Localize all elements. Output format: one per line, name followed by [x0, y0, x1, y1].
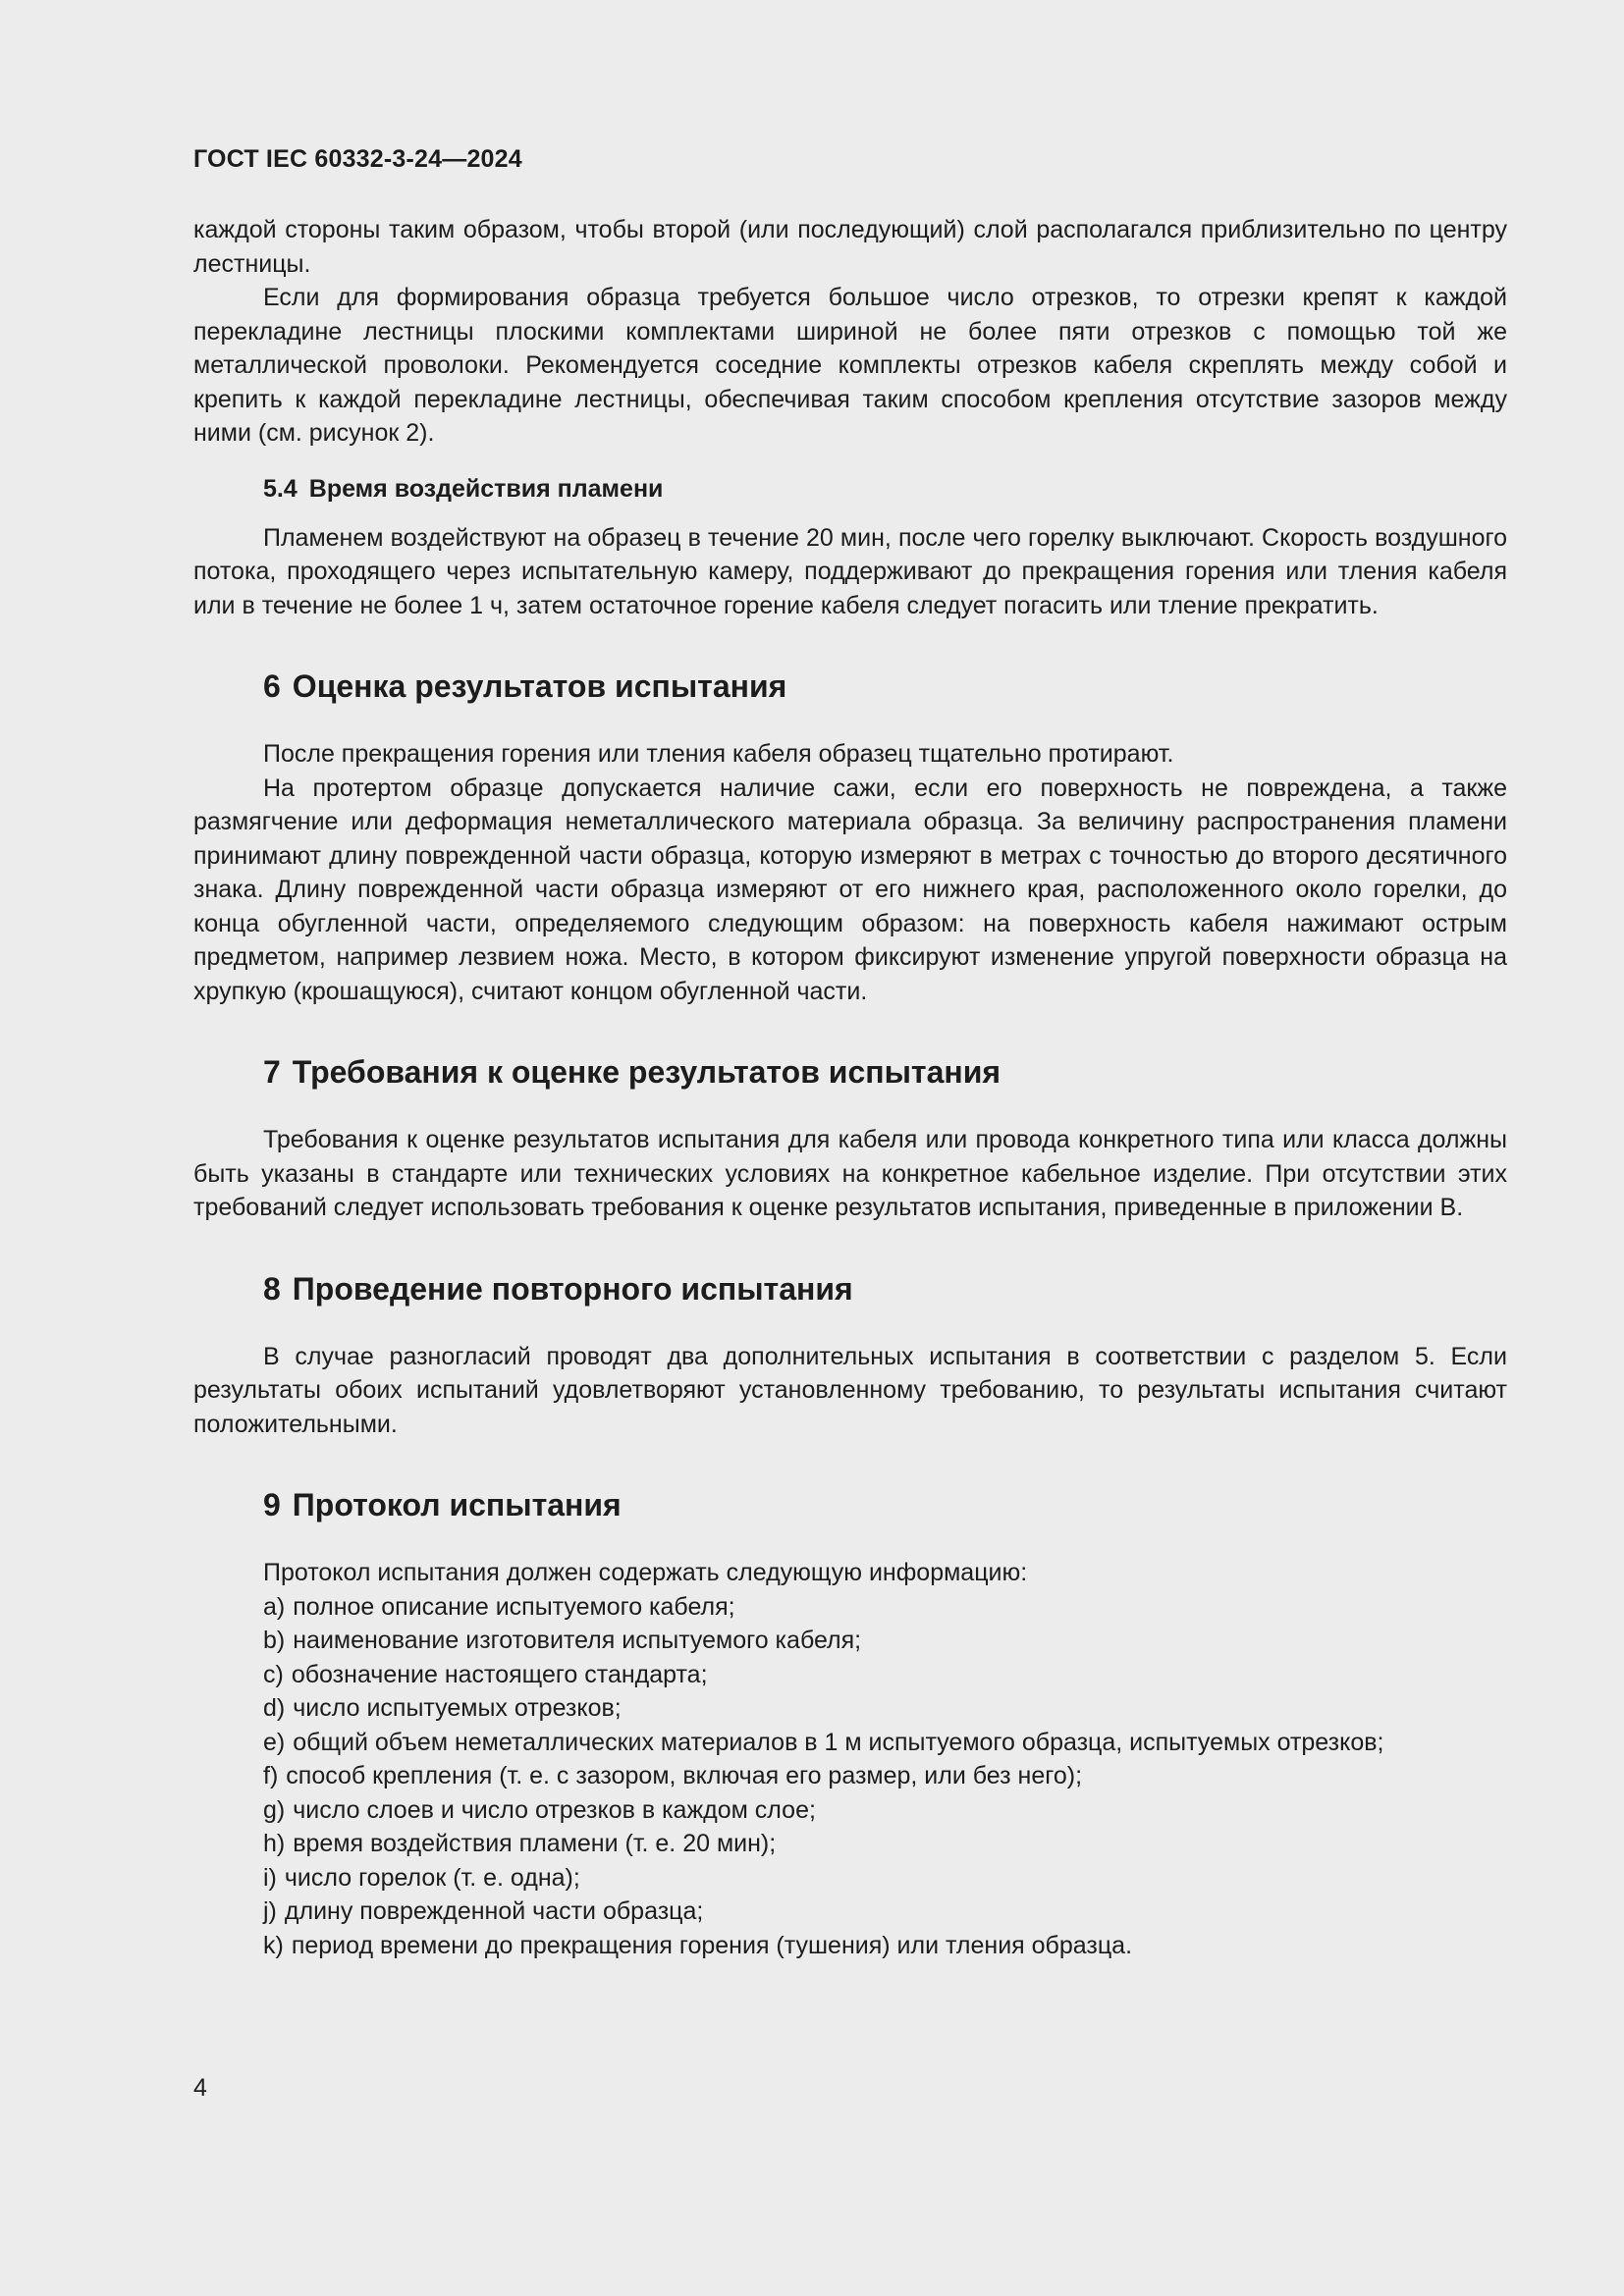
subsection-title: Время воздействия пламени: [308, 474, 664, 503]
section-number: 8: [263, 1270, 281, 1307]
section-title: Проведение повторного испытания: [292, 1270, 853, 1307]
list-item-letter: f): [263, 1762, 279, 1789]
list-item-text: наименование изготовителя испытуемого кабеля;: [293, 1627, 862, 1654]
list-item-text: время воздействия пламени (т. е. 20 мин);: [293, 1830, 777, 1857]
list-item-text: длину поврежденной части образца;: [284, 1897, 704, 1925]
paragraph: каждой стороны таким образом, чтобы второй (или последующий) слой располагался приблизительно по центру лестницы.: [193, 216, 1507, 278]
section-title: Оценка результатов испытания: [292, 668, 787, 704]
list-item-text: число слоев и число отрезков в каждом слое;: [293, 1795, 816, 1824]
section-number: 6: [263, 668, 281, 704]
list-item: [263, 1861, 1507, 1896]
protocol-list: [193, 1590, 1507, 1963]
list-item: [263, 1590, 1507, 1625]
paragraph: После прекращения горения или тления кабеля образец тщательно протирают.: [263, 740, 1174, 768]
section-heading-7: [263, 1052, 1507, 1092]
list-item: [263, 1658, 1507, 1692]
paragraph: Если для формирования образца требуется большое число отрезков, то отрезки крепят к каждой перекладине лестницы плоскими комплектами шириной не более пяти отрезков с помощью той же металлической проволоки. Рекомендуется соседние комплекты отрезков кабеля скреплять между собой и крепить к каждой перекладине лестницы, обеспечивая таким способом крепления отсутствие зазоров между ними (см. рисунок 2).: [193, 284, 1507, 447]
paragraph: Пламенем воздействуют на образец в течение 20 мин, после чего горелку выключают. Скорость воздушного потока, проходящего через испытательную камеру, поддерживают до прекращения горения или тления кабеля или в течение не более 1 ч, затем остаточное горение кабеля следует погасить или тление прекратить.: [193, 523, 1507, 619]
list-item-text: число горелок (т. е. одна);: [284, 1863, 580, 1892]
list-item: [263, 1624, 1507, 1658]
list-item: [263, 1759, 1507, 1793]
subsection-heading-5-4: [263, 472, 1507, 506]
paragraph: Требования к оценке результатов испытания для кабеля или провода конкретного типа или класса должны быть указаны в стандарте или технических условиях на конкретное кабельное изделие. При отсутствии этих требований следует использовать требования к оценке результатов испытания, приведенные в приложении В.: [193, 1126, 1507, 1221]
paragraph: На протертом образце допускается наличие сажи, если его поверхность не повреждена, а также размягчение или деформация неметаллического материала образца. За величину распространения пламени принимают длину поврежденной части образца, которую измеряют в метрах с точностью до второго десятичного знака. Длину поврежденной части образца измеряют от его нижнего края, расположенного около горелки, до конца обугленной части, определяемого следующим образом: на поверхность кабеля нажимают острым предметом, например лезвием ножа. Место, в котором фиксируют изменение упругой поверхности образца на хрупкую (крошащуюся), считают концом обугленной части.: [193, 774, 1507, 1005]
list-item-letter: i): [263, 1863, 277, 1892]
list-item-letter: h): [263, 1830, 286, 1857]
list-item: [263, 1929, 1507, 1963]
list-item-letter: a): [263, 1592, 286, 1621]
list-item-text: общий объем неметаллических материалов в 1 м испытуемого образца, испытуемых отрезков;: [293, 1728, 1384, 1756]
paragraph: Протокол испытания должен содержать следующую информацию:: [263, 1559, 1028, 1586]
list-item: [263, 1895, 1507, 1929]
subsection-number: 5.4: [263, 474, 298, 503]
page-number: 4: [193, 2074, 207, 2102]
section-number: 7: [263, 1054, 281, 1090]
list-item-letter: j): [263, 1897, 277, 1925]
list-item: [263, 1726, 1507, 1760]
list-item-letter: d): [263, 1694, 286, 1722]
list-item-text: период времени до прекращения горения (тушения) или тления образца.: [291, 1931, 1133, 1959]
list-item: [263, 1793, 1507, 1828]
section-heading-6: [263, 667, 1507, 706]
list-item-text: число испытуемых отрезков;: [293, 1694, 622, 1722]
section-heading-9: [263, 1485, 1507, 1524]
section-title: Требования к оценке результатов испытания: [292, 1054, 1001, 1090]
section-title: Протокол испытания: [292, 1487, 622, 1522]
list-item-text: способ крепления (т. е. с зазором, включая его размер, или без него);: [286, 1762, 1083, 1789]
list-item-letter: k): [263, 1931, 284, 1959]
list-item-letter: g): [263, 1795, 286, 1824]
section-number: 9: [263, 1487, 281, 1522]
section-heading-8: [263, 1269, 1507, 1308]
document-page: [193, 145, 1507, 1962]
list-item-text: обозначение настоящего стандарта;: [291, 1660, 708, 1688]
document-header: ГОСТ IEC 60332-3-24—2024: [193, 145, 522, 173]
list-item-letter: b): [263, 1627, 286, 1654]
list-item: [263, 1691, 1507, 1726]
list-item-text: полное описание испытуемого кабеля;: [293, 1592, 735, 1621]
list-item: [263, 1827, 1507, 1861]
list-item-letter: e): [263, 1728, 286, 1756]
paragraph: В случае разногласий проводят два дополнительных испытания в соответствии с разделом 5. Если результаты обоих испытаний удовлетворяют установленному требованию, то результаты испытания считают положительными.: [193, 1342, 1507, 1438]
list-item-letter: c): [263, 1660, 284, 1688]
